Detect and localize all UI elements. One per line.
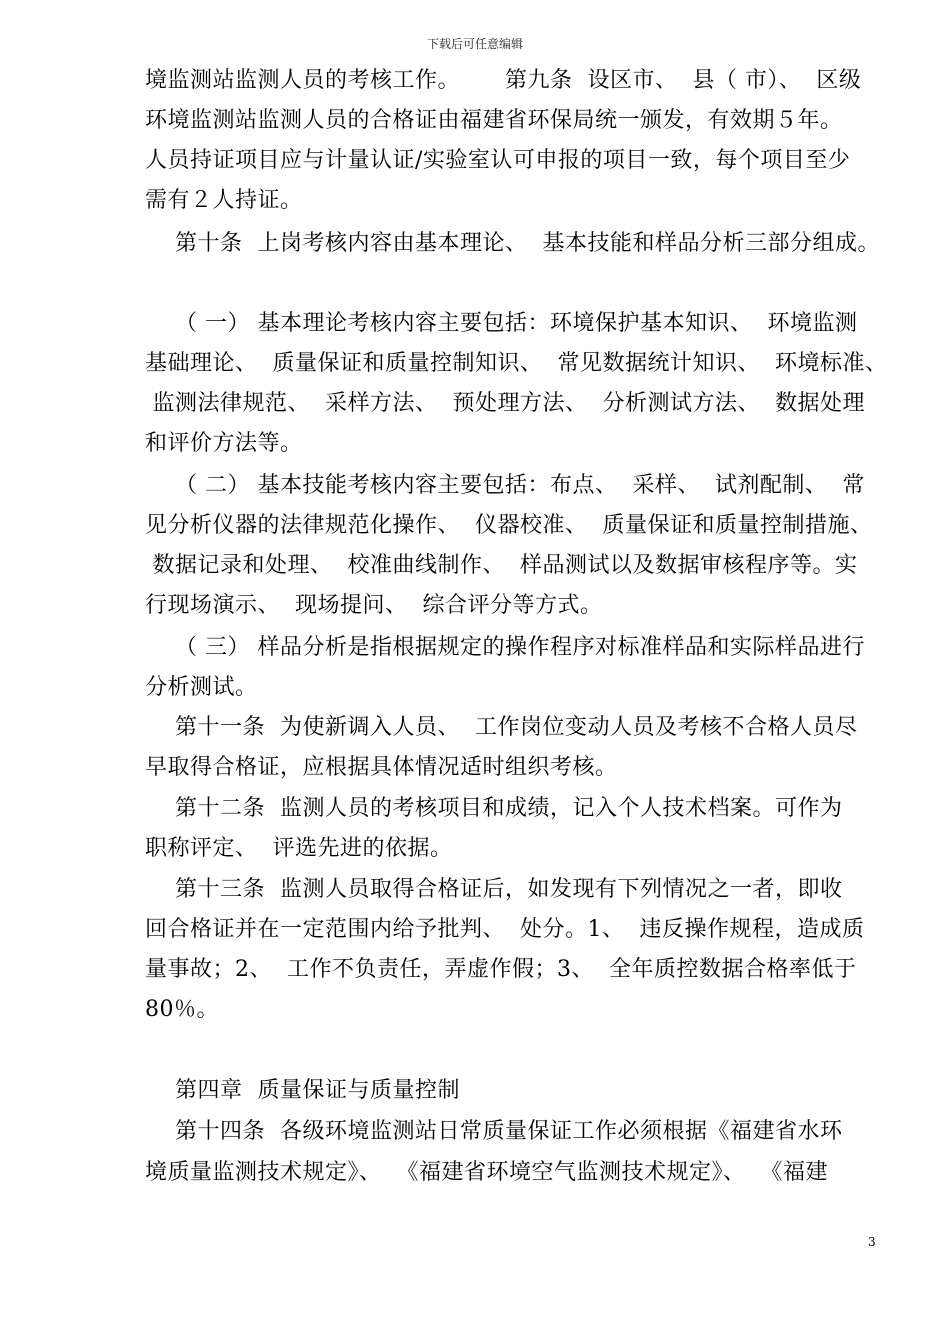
text-line: 基础理论、 质量保证和质量控制知识、 常见数据统计知识、 环境标准、: [145, 351, 888, 376]
text-line: （ 二） 基本技能考核内容主要包括：布点、 采样、 试剂配制、 常: [145, 473, 865, 498]
text-line: 回合格证并在一定范围内给予批判、 处分。1、 违反操作规程，造成质: [145, 917, 865, 942]
text-line: 和评价方法等。: [145, 431, 303, 456]
section-heading: 第四章 质量保证与质量控制: [145, 1078, 460, 1103]
text-line: 早取得合格证，应根据具体情况适时组织考核。: [145, 755, 618, 780]
text-line: 80％。: [145, 997, 219, 1022]
text-line: 分析测试。: [145, 675, 258, 700]
text-line: 职称评定、 评选先进的依据。: [145, 836, 453, 861]
text-line: 境质量监测技术规定》、 《福建省环境空气监测技术规定》、 《福建: [145, 1160, 828, 1185]
text-line: 第十一条 为使新调入人员、 工作岗位变动人员及考核不合格人员尽: [145, 715, 858, 740]
text-line: 行现场演示、 现场提问、 综合评分等方式。: [145, 593, 603, 618]
text-line: 环境监测站监测人员的合格证由福建省环保局统一颁发，有效期５年。: [145, 108, 843, 133]
text-line: （ 三） 样品分析是指根据规定的操作程序对标准样品和实际样品进行: [145, 635, 865, 660]
page-number: 3: [868, 1235, 876, 1249]
text-line: （ 一） 基本理论考核内容主要包括：环境保护基本知识、 环境监测: [145, 311, 858, 336]
text-line: 见分析仪器的法律规范化操作、 仪器校准、 质量保证和质量控制措施、: [145, 513, 873, 538]
text-line: 第十四条 各级环境监测站日常质量保证工作必须根据《福建省水环: [145, 1119, 843, 1144]
page-header: 下载后可任意编辑: [426, 37, 523, 51]
text-line: 监测法律规范、 采样方法、 预处理方法、 分析测试方法、 数据处理: [145, 391, 865, 416]
text-line: 人员持证项目应与计量认证/实验室认可申报的项目一致，每个项目至少: [145, 148, 851, 173]
text-line: 数据记录和处理、 校准曲线制作、 样品测试以及数据审核程序等。实: [145, 553, 858, 578]
text-line: 第十三条 监测人员取得合格证后，如发现有下列情况之一者，即收: [145, 877, 843, 902]
text-line: 需有２人持证。: [145, 188, 303, 213]
text-line: 第十二条 监测人员的考核项目和成绩，记入个人技术档案。可作为: [145, 796, 843, 821]
text-line: 境监测站监测人员的考核工作。 第九条 设区市、 县（ 市）、 区级: [145, 68, 862, 93]
text-line: 第十条 上岗考核内容由基本理论、 基本技能和样品分析三部分组成。: [145, 231, 880, 256]
text-line: 量事故；2、 工作不负责任，弄虚作假；3、 全年质控数据合格率低于: [145, 957, 857, 982]
